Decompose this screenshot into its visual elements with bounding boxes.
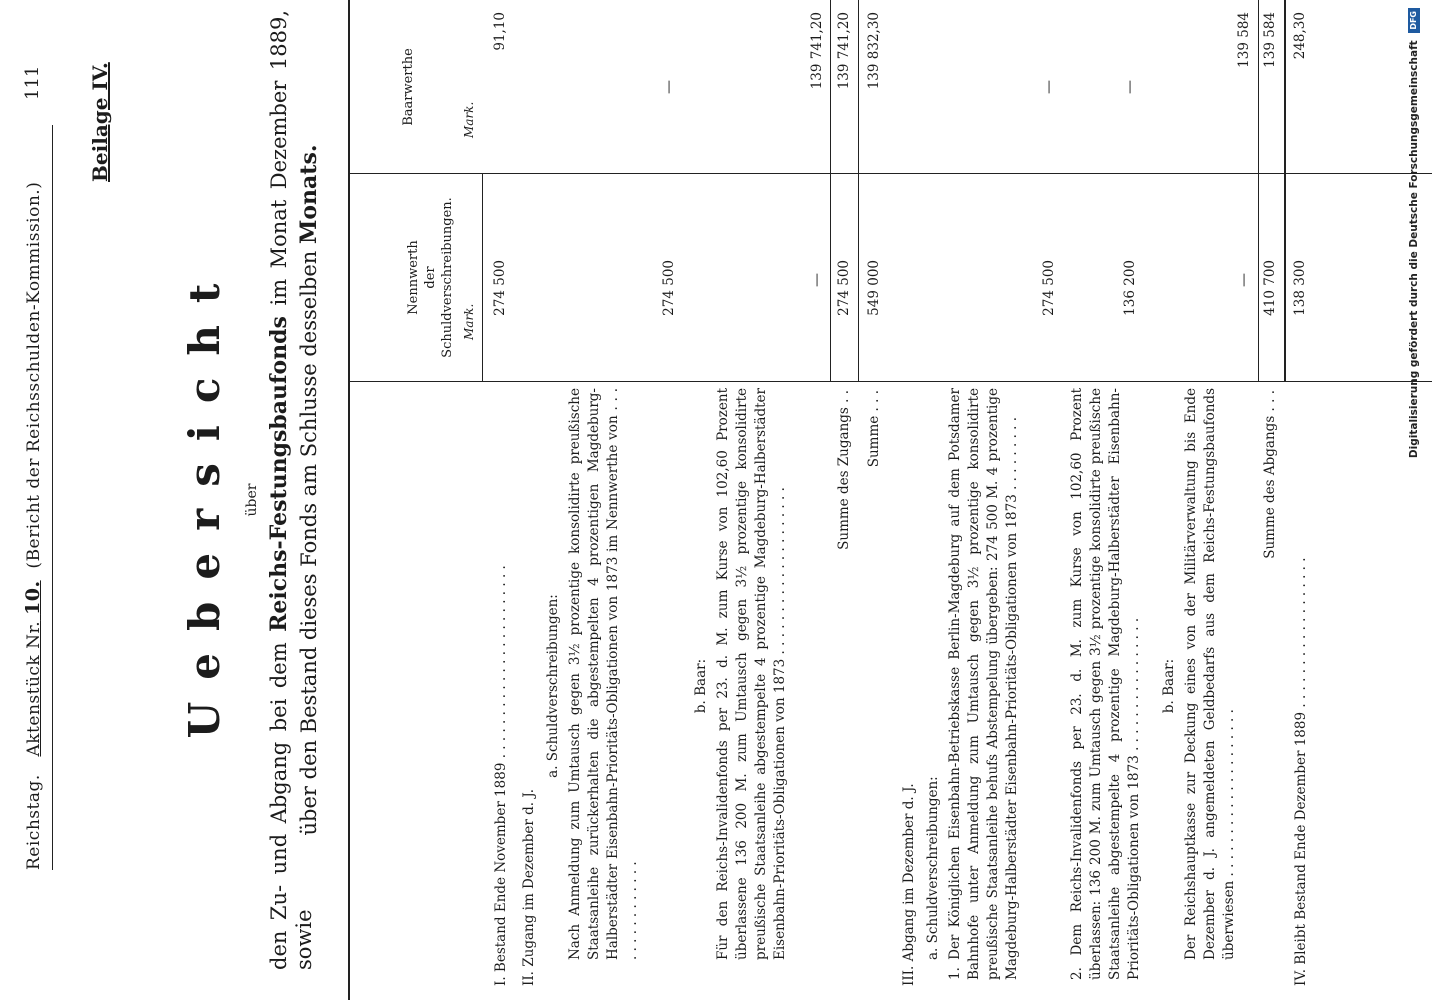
value-r3a1-nennwerth: 274 500 <box>1041 260 1057 316</box>
value-r3a1-baar: — <box>1041 80 1057 94</box>
column-separator-2 <box>348 173 1432 174</box>
value-r2a-baar: — <box>661 80 677 94</box>
header-number: 10. <box>22 580 44 615</box>
zugang-a-text: Nach Anmeldung zum Umtausch gegen 3½ prozentige konsolidirte preußische Staatsanleihe zurückerhalten die abgestempelten 4 prozentigen Magdeburg-Halberstädter Eisenbahn-Prioritäts-Obligationen von 1873 im Nennwerthe von . . . . . . . . . . . . . . . <box>567 388 640 960</box>
value-r3a2-nennwerth: 136 200 <box>1122 260 1138 316</box>
table-top-rule <box>348 0 350 1000</box>
row-zugang-heading: II. Zugang im Dezember d. J. <box>521 788 537 986</box>
value-r1-baar: 91,10 <box>492 12 508 51</box>
unit-nennwerth: Mark. <box>462 303 476 340</box>
digitization-credit-text <box>1403 8 1425 998</box>
rule-above-sum-abgang <box>1258 0 1259 382</box>
value-r1-nennwerth: 274 500 <box>492 260 508 316</box>
row-abgang-heading: III. Abgang im Dezember d. J. <box>901 783 917 986</box>
column-header-nennwerth <box>405 185 456 370</box>
column-separator-1 <box>348 381 1432 382</box>
value-r3a2-baar: — <box>1122 80 1138 94</box>
sum-abgang-label: Summe des Abgangs . . . <box>1262 390 1278 559</box>
value-r3b-baar: 139 584 <box>1236 12 1252 68</box>
value-summe-baar: 139 832,30 <box>866 12 882 90</box>
header-aktenstueck: Aktenstück Nr. <box>24 620 44 757</box>
header-commission: (Bericht der Reichsschulden-Kommission.) <box>24 181 44 569</box>
value-summe-nennwerth: 549 000 <box>866 260 882 316</box>
dfg-logo: DFG <box>1408 8 1420 33</box>
document-title: Uebersicht <box>180 261 229 739</box>
header-underline-nenn <box>482 174 483 382</box>
column-header-nennwerth-l2: der <box>423 266 438 289</box>
abgang-b-heading: b. Baar: <box>1161 658 1177 714</box>
zugang-b-heading: b. Baar: <box>693 658 709 714</box>
column-header-nennwerth-l3: Schuldverschreibungen. <box>440 197 455 358</box>
sum-zugang-label: Summe des Zugangs . . <box>836 390 852 550</box>
subtitle-1b: Reichs-Festungsbaufonds <box>266 316 292 632</box>
abgang-a1-text: 1. Der Königlichen Eisenbahn-Betriebskasse Berlin-Magdeburg auf dem Potsdamer Bahnhofe unter Anmeldung zum Umtausch gegen 3½ prozentige konsolidirte preußische Staatsanleihe behufs Abstempelung übergeben: 274 500 M. 4 prozentige Magdeburg-Halberstädter Eisenbahn-Prioritäts-Obligationen von 1873 . . . . . . . . . <box>947 388 1020 980</box>
value-r4-baar: 248,30 <box>1292 12 1308 60</box>
subtitle-2b: Monats. <box>296 144 322 244</box>
value-r2b-baar: 139 741,20 <box>809 12 825 90</box>
header-reichstag: Reichstag. <box>24 774 44 870</box>
rule-above-sum-zugang <box>830 0 831 382</box>
credit-label: Digitalisierung gefördert durch die Deutsche Forschungsgemeinschaft <box>1408 40 1420 459</box>
digitization-credit <box>1403 8 1425 998</box>
header-rule <box>52 125 53 870</box>
subtitle-line-2 <box>296 10 322 970</box>
beilage-label: Beilage IV. <box>88 62 112 182</box>
value-sum-abgang-nennwerth: 410 700 <box>1262 260 1278 316</box>
subtitle-2a: über den Bestand dieses Fonds am Schlusse desselben <box>297 250 321 836</box>
value-sum-abgang-baar: 139 584 <box>1262 12 1278 68</box>
value-sum-zugang-nennwerth: 274 500 <box>836 260 852 316</box>
summe-label: Summe . . . <box>866 390 882 468</box>
row-bestand-november: I. Bestand Ende November 1889 . . . . . . . . . . . . . . . . . . . . . . . <box>493 565 509 986</box>
column-header-baarwerthe: Baarwerthe <box>401 48 416 126</box>
abgang-b-text: Der Reichshauptkasse zur Deckung eines von der Militärverwaltung bis Ende Dezember d. J. angemeldeten Geldbedarfs aus dem Reichs-Festungsbaufonds überwiesen . . . . . . . . . . . . . . . . . . . . <box>1183 388 1237 960</box>
value-r2b-nennwerth: — <box>809 273 825 287</box>
rule-above-bestand <box>1284 0 1286 382</box>
row-bestand-dezember: IV. Bleibt Bestand Ende Dezember 1889 . . . . . . . . . . . . . . . . . . <box>1293 557 1309 986</box>
subtitle-1a: den Zu- und Abgang bei dem <box>267 642 291 970</box>
value-r2a-nennwerth: 274 500 <box>661 260 677 316</box>
zugang-b-text: Für den Reichs-Invalidenfonds per 23. d. M. zum Kurse von 102,60 Prozent überlassene 136 200 M. zum Umtausch gegen 3½ prozentige konsolidirte preußische Staatsanleihe abgestempelte 4 prozentige Magdeburg-Halberstädter Eisenbahn-Prioritäts-Obligationen von 1873 . . . . . . . . . . . . . . . . . . . . <box>715 388 788 960</box>
title-connector: über <box>244 483 260 517</box>
column-header-nennwerth-l1: Nennwerth <box>406 240 421 315</box>
zugang-a-heading: a. Schuldverschreibungen: <box>545 594 561 778</box>
abgang-a-heading: a. Schuldverschreibungen: <box>925 776 941 960</box>
page-number: 111 <box>22 65 43 100</box>
rule-above-summe <box>858 0 859 382</box>
running-header <box>22 182 44 870</box>
unit-baarwerthe: Mark. <box>462 101 476 138</box>
subtitle-1c: im Monat Dezember 1889, sowie <box>267 10 316 970</box>
value-r3b-nennwerth: — <box>1236 273 1252 287</box>
abgang-a2-text: 2. Dem Reichs-Invalidenfonds per 23. d. M. zum Kurse von 102,60 Prozent überlassen: 136 200 M. zum Umtausch gegen 3½ prozentige konsolidirte preußische Staatsanleihe abgestempelte 4 prozentige Magdeburg-Halberstädter Eisenbahn-Prioritäts-Obligationen von 1873 . . . . . . . . . . . . . . . . <box>1069 388 1142 980</box>
value-r4-nennwerth: 138 300 <box>1292 260 1308 316</box>
value-sum-zugang-baar: 139 741,20 <box>836 12 852 90</box>
